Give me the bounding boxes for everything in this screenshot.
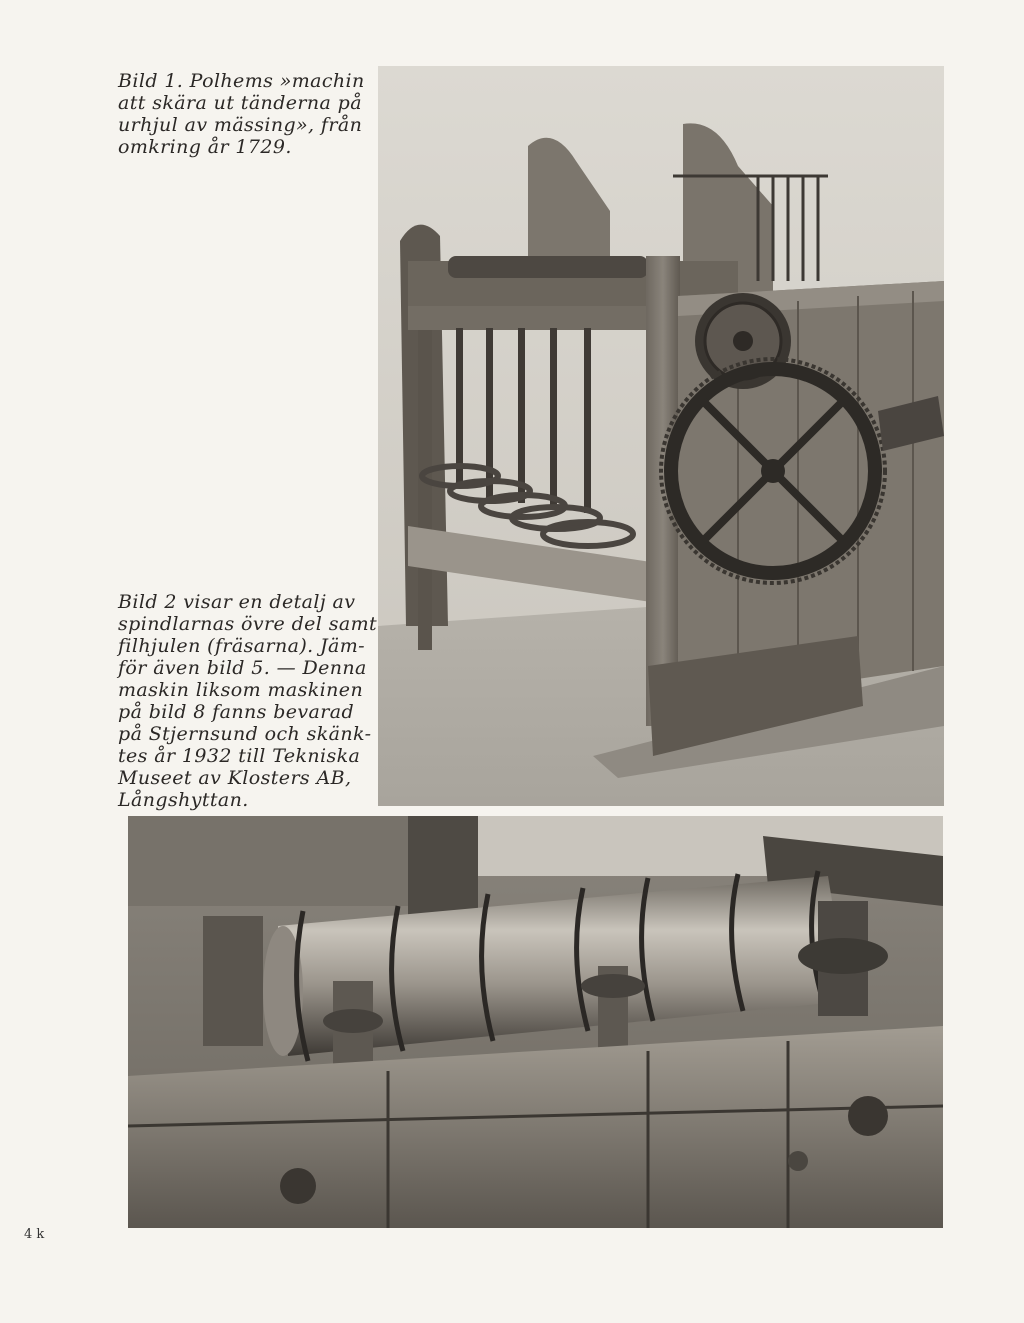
- photo-spindle-detail: [128, 816, 943, 1228]
- caption-line: Bild 1. Polhems »machin: [118, 70, 365, 92]
- caption-line: på Stjernsund och skänk-: [118, 723, 372, 745]
- caption-line: urhjul av mässing», från: [118, 114, 363, 136]
- caption-line: spindlarnas övre del samt: [118, 613, 378, 635]
- caption-line: på bild 8 fanns bevarad: [118, 701, 355, 723]
- caption-line: omkring år 1729.: [118, 136, 292, 158]
- caption-line: maskin liksom maskinen: [118, 679, 364, 701]
- caption-line: tes år 1932 till Tekniska: [118, 745, 361, 767]
- caption-bild-2: [118, 591, 378, 811]
- machine-illustration: [378, 66, 944, 806]
- caption-line: för även bild 5. — Denna: [118, 657, 367, 679]
- caption-line: Långshyttan.: [118, 789, 249, 811]
- caption-line: att skära ut tänderna på: [118, 92, 362, 114]
- caption-line: Museet av Klosters AB,: [118, 767, 352, 789]
- spindle-detail-illustration: [128, 816, 943, 1228]
- caption-line: Bild 2 visar en detalj av: [118, 591, 356, 613]
- photo-polhem-machine: [378, 66, 944, 806]
- caption-line: filhjulen (fräsarna). Jäm-: [118, 635, 365, 657]
- page-folio: 4 k: [24, 1227, 45, 1242]
- caption-bild-1: [118, 70, 368, 158]
